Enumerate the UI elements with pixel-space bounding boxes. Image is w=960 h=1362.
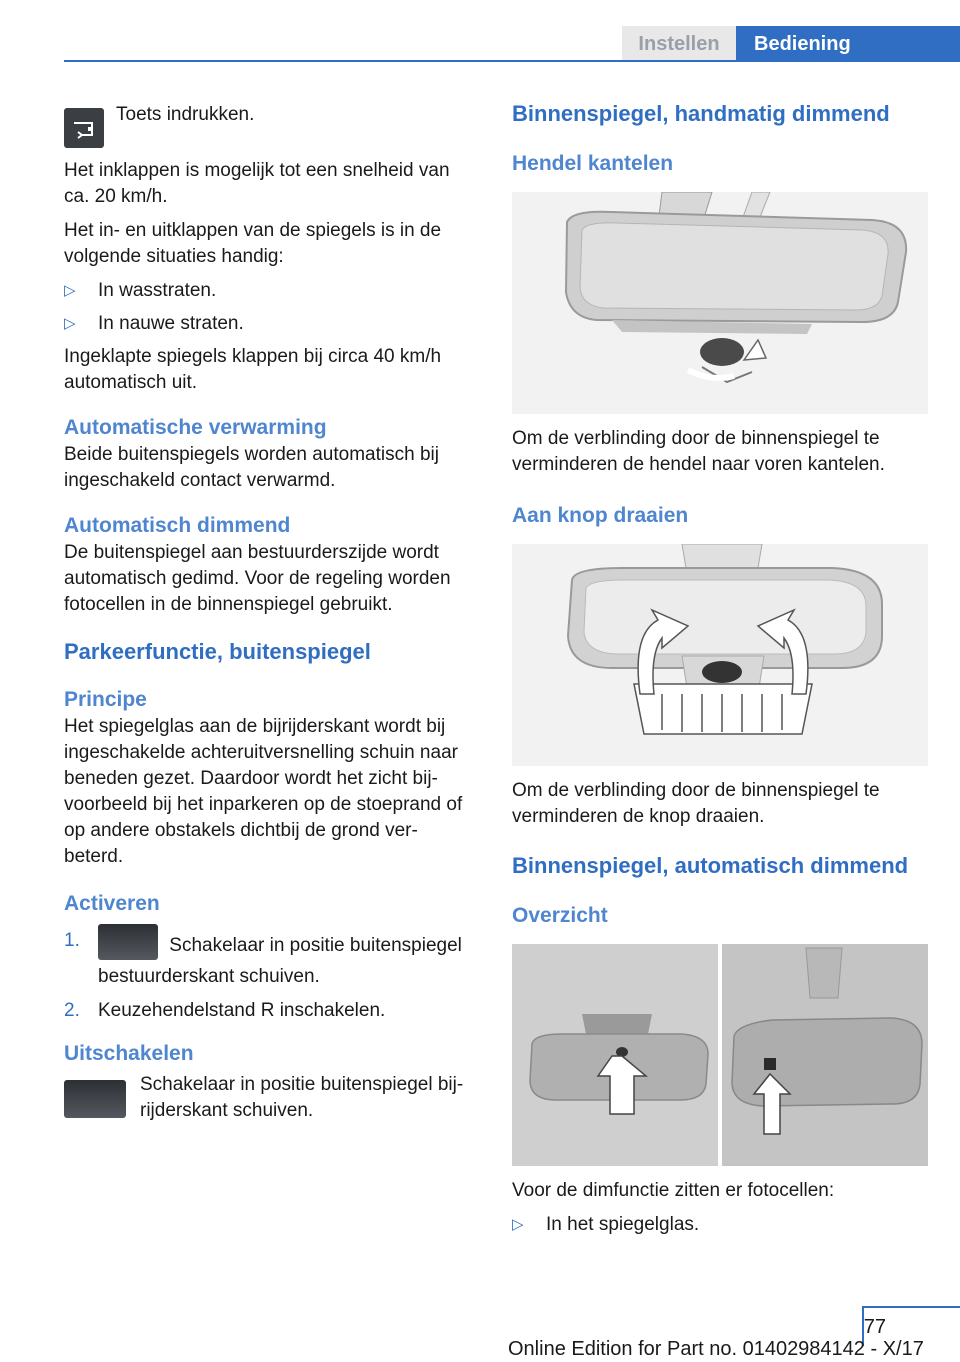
heading-hendel-kantelen: Hendel kantelen	[512, 152, 674, 175]
list-item: ▷ In nauwe straten.	[64, 311, 480, 337]
step-item: 1. Schakelaar in positie buitenspiegel bestuurderskant schuiven.	[64, 928, 480, 990]
activeren-steps	[64, 928, 480, 1024]
lever-tilt-illustration	[512, 192, 928, 414]
tab-instellen[interactable]: Instellen	[622, 26, 736, 62]
press-button-text: Toets indrukken.	[116, 104, 255, 125]
photocell-list	[512, 1212, 928, 1238]
principe-text: Het spiegelglas aan de bijrijderskant wordt bij ingeschakelde achteruitversnelling schuin naar beneden gezet. Daardoor wordt het zicht bij‐ voorbeeld bij het inparkeren op de stoeprand of op andere obstakels dichtbij de grond ver‐ beterd.	[64, 716, 463, 867]
heading-activeren: Activeren	[64, 892, 160, 915]
heading-dimmend: Automatisch dimmend	[64, 514, 291, 537]
heading-binnenspiegel-handmatig: Binnenspiegel, handmatig dimmend	[512, 101, 890, 126]
fold-situations-text: Het in- en uitklappen van de spiegels is in de volgende situaties handig:	[64, 220, 442, 267]
triangle-icon: ▷	[64, 315, 76, 332]
triangle-icon: ▷	[512, 1216, 524, 1233]
press-button-row	[64, 100, 480, 148]
triangle-icon: ▷	[64, 282, 76, 299]
heading-overzicht: Overzicht	[512, 904, 608, 927]
right-column	[512, 100, 928, 1245]
verwarming-text: Beide buitenspiegels worden automatisch bij ingeschakeld contact verwarmd.	[64, 444, 439, 491]
heading-principe: Principe	[64, 688, 147, 711]
uitschakelen-text: Schakelaar in positie buitenspiegel bij‐ rijderskant schuiven.	[140, 1074, 464, 1121]
heading-verwarming: Automatische verwarming	[64, 416, 327, 439]
knob-turn-illustration	[512, 544, 928, 766]
footer-rule	[862, 1306, 960, 1308]
edition-footer: Online Edition for Part no. 01402984142 - X/17	[508, 1338, 924, 1360]
fold-speed-text: Het inklappen is mogelijk tot een snelheid van ca. 20 km/h.	[64, 160, 450, 207]
heading-knop-draaien: Aan knop draaien	[512, 504, 689, 527]
unfold-speed-text: Ingeklapte spiegels klappen bij circa 40 km/h automatisch uit.	[64, 346, 442, 393]
list-item: ▷ In wasstraten.	[64, 278, 480, 304]
header-rule	[64, 60, 960, 62]
page-number: 77	[863, 1316, 886, 1338]
uitschakelen-row	[64, 1072, 480, 1128]
tab-bediening[interactable]: Bediening	[736, 26, 960, 62]
left-column	[64, 100, 480, 1128]
step-item: 2. Keuzehendelstand R inschakelen.	[64, 1000, 386, 1021]
fold-mirror-button-icon	[64, 108, 104, 148]
knop-caption: Om de verblinding door de binnenspiegel te verminderen de knop draaien.	[512, 780, 880, 827]
switch-driver-side-icon	[98, 924, 158, 960]
list-item: ▷ In het spiegelglas.	[512, 1212, 928, 1238]
heading-parkeerfunctie: Parkeerfunctie, buitenspiegel	[64, 639, 371, 664]
heading-binnenspiegel-automatisch: Binnenspiegel, automatisch dimmend	[512, 853, 909, 878]
heading-uitschakelen: Uitschakelen	[64, 1042, 194, 1065]
photocell-caption: Voor de dimfunctie zitten er fotocellen:	[512, 1180, 835, 1201]
hendel-caption: Om de verblinding door de binnenspiegel te verminderen de hendel naar voren kantelen.	[512, 428, 885, 475]
dimmend-text: De buitenspiegel aan bestuurderszijde wordt automatisch gedimd. Voor de regeling worden fotocellen in de binnenspiegel gebruikt.	[64, 542, 451, 615]
switch-passenger-side-icon	[64, 1080, 126, 1118]
photocell-overview-illustration	[512, 944, 928, 1166]
situations-list	[64, 278, 480, 337]
